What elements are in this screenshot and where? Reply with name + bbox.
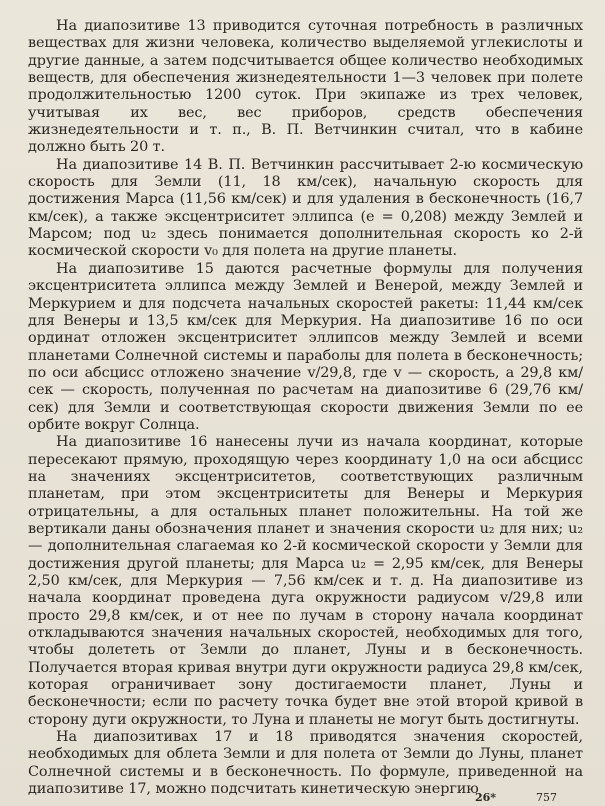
paragraph-3: На диапозитиве 15 даются расчетные формулы для получения эксцентриситета эллипса между Землей и Венерой, между Землей и Меркурием и для подсчета начальных скоростей ракеты: 11,44 км/сек для Венеры и 13,5 км/сек для Меркурия. На диапозитиве 16 по оси ординат отложен эксцентриситет эллипсов между Землей и всеми планетами Солнечной системы и параболы для полета в бесконечность; по оси абсцисс отложено значение v/29,8, где v — скорость, а 29,8 км/сек — скорость, полученная по расчетам на диапозитиве 6 (29,76 км/сек) для Земли и соответствующая скорости движения Земли по ее орбите вокруг Солнца. [28,260,583,433]
paragraph-5: На диапозитивах 17 и 18 приводятся значения скоростей, необходимых для облета Земли и для полета от Земли до Луны, планет Солнечной системы и в бесконечность. По формуле, приведенной на диапозитиве 17, можно подсчитать кинетическую энергию [28,729,583,798]
paragraph-1: На диапозитиве 13 приводится суточная потребность в различных веществах для жизни человека, количество выделяемой углекислоты и другие данные, а затем подсчитывается общее количество необходимых веществ, для обеспечения жизнедеятельности 1—3 человек при полете продолжительностью 1200 суток. При экипаже из трех человек, учитывая их вес, вес приборов, средств обеспечения жизнедеятельности и т. п., В. П. Ветчинкин считал, что в кабине должно быть 20 т. [28,18,583,156]
paragraph-2: На диапозитиве 14 В. П. Ветчинкин рассчитывает 2-ю космическую скорость для Земли (11, 18 км/сек), начальную скорость для достижения Марса (11,56 км/сек) и для удаления в бесконечность (16,7 км/сек), а также эксцентриситет эллипса (e = 0,208) между Землей и Марсом; под u₂ здесь понимается дополнительная скорость ко 2-й космической скорости v₀ для полета на другие планеты. [28,156,583,260]
page-number: 757 [536,791,557,804]
page-footer [475,791,557,804]
signature-mark: 26* [474,791,496,804]
paragraph-4: На диапозитиве 16 нанесены лучи из начала координат, которые пересекают прямую, проходящую через координату 1,0 на оси абсцисс на значениях эксцентриситетов, соответствующих различным планетам, при этом эксцентриситеты для Венеры и Меркурия отрицательны, а для остальных планет положительны. На той же вертикали даны обозначения планет и значения скорости u₂ для них; u₂ — дополнительная слагаемая ко 2-й космической скорости у Земли для достижения другой планеты; для Марса u₂ = 2,95 км/сек, для Венеры 2,50 км/сек, для Меркурия — 7,56 км/сек и т. д. На диапозитиве из начала координат проведена дуга окружности радиусом v/29,8 или просто 29,8 км/сек, и от нее по лучам в сторону начала координат откладываются значения начальных скоростей, необходимых для того, чтобы долететь от Земли до планет, Луны и в бесконечность. Получается вторая кривая внутри дуги окружности радиуса 29,8 км/сек, которая ограничивает зону достигаемости планет, Луны и бесконечности; если по расчету точка будет вне этой второй кривой в сторону дуги окружности, то Луна и планеты не могут быть достигнуты. [28,434,583,728]
